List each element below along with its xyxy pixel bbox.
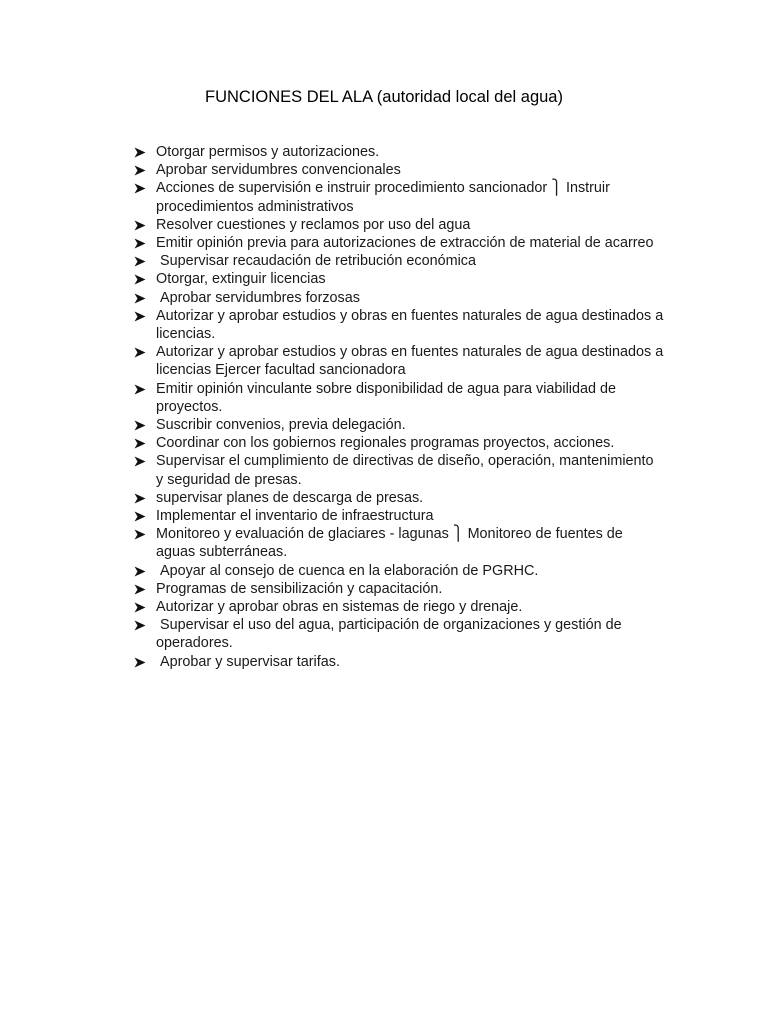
arrowhead-bullet-icon: [134, 657, 146, 668]
list-item-text: Programas de sensibilización y capacitación.: [156, 580, 443, 597]
list-item: [134, 161, 664, 179]
arrowhead-bullet-icon: [134, 147, 146, 158]
document-title: FUNCIONES DEL ALA (autoridad local del agua): [205, 88, 563, 106]
list-item-text: Autorizar y aprobar estudios y obras en fuentes naturales de agua destinados a licencias.: [156, 307, 664, 343]
list-item-text: Autorizar y aprobar estudios y obras en fuentes naturales de agua destinados a licencias Ejercer facultad sancionadora: [156, 344, 664, 379]
list-item: [134, 416, 664, 434]
list-item-text: Otorgar, extinguir licencias: [156, 271, 326, 288]
arrowhead-bullet-icon: [134, 456, 146, 467]
list-item: [134, 179, 664, 215]
list-item-text: Aprobar servidumbres forzosas: [156, 289, 360, 306]
arrowhead-bullet-icon: [134, 220, 146, 231]
list-item-text: Emitir opinión previa para autorizaciones de extracción de material de acarreo: [156, 235, 654, 252]
arrowhead-bullet-icon: [134, 293, 146, 304]
list-item-text: Apoyar al consejo de cuenca en la elaboración de PGRHC.: [156, 562, 539, 579]
arrowhead-bullet-icon: [134, 256, 146, 267]
list-item-text: Autorizar y aprobar obras en sistemas de riego y drenaje.: [156, 599, 523, 616]
list-item-text: supervisar planes de descarga de presas.: [156, 489, 424, 506]
arrowhead-bullet-icon: [134, 311, 146, 322]
list-item: [134, 507, 664, 525]
arrowhead-bullet-icon: [134, 529, 146, 540]
list-item-text: Aprobar y supervisar tarifas.: [156, 653, 340, 670]
arrowhead-bullet-icon: [134, 584, 146, 595]
arrowhead-bullet-icon: [134, 420, 146, 431]
list-item-text: Otorgar permisos y autorizaciones.: [156, 144, 380, 160]
list-item: [134, 525, 664, 561]
arrowhead-bullet-icon: [134, 183, 146, 194]
list-item-text: Supervisar recaudación de retribución económica: [156, 253, 476, 270]
arrowhead-bullet-icon: [134, 347, 146, 358]
list-item-text: Supervisar el uso del agua, participación de organizaciones y gestión de operadores.: [156, 617, 622, 652]
list-item: [134, 489, 664, 507]
list-item: [134, 434, 664, 452]
arrowhead-bullet-icon: [134, 511, 146, 522]
list-item: [134, 580, 664, 598]
list-item-text: Acciones de supervisión e instruir procedimiento sancionador ⎫ Instruir procedimientos administrativos: [156, 180, 610, 215]
list-item: [134, 289, 664, 307]
list-item-text: Emitir opinión vinculante sobre disponibilidad de agua para viabilidad de proyectos.: [156, 380, 617, 415]
list-item: [134, 307, 664, 343]
functions-list: [134, 143, 664, 671]
list-item: [134, 270, 664, 288]
list-item: [134, 343, 664, 379]
list-item: [134, 234, 664, 252]
list-item-text: Monitoreo y evaluación de glaciares - lagunas ⎫ Monitoreo de fuentes de aguas subterráneas.: [156, 526, 623, 561]
arrowhead-bullet-icon: [134, 384, 146, 395]
list-item: [134, 252, 664, 270]
arrowhead-bullet-icon: [134, 274, 146, 285]
arrowhead-bullet-icon: [134, 620, 146, 631]
arrowhead-bullet-icon: [134, 566, 146, 577]
list-item: [134, 143, 664, 161]
arrowhead-bullet-icon: [134, 165, 146, 176]
list-item-text: Implementar el inventario de infraestructura: [156, 508, 434, 525]
list-item-text: Suscribir convenios, previa delegación.: [156, 417, 406, 434]
list-item: [134, 216, 664, 234]
list-item: [134, 562, 664, 580]
list-item: [134, 598, 664, 616]
list-item: [134, 380, 664, 416]
list-item-text: Coordinar con los gobiernos regionales programas proyectos, acciones.: [156, 435, 615, 452]
list-item-text: Supervisar el cumplimiento de directivas de diseño, operación, mantenimiento y seguridad de presas.: [156, 453, 654, 488]
list-item: [134, 653, 664, 671]
list-item-text: Resolver cuestiones y reclamos por uso del agua: [156, 216, 471, 233]
arrowhead-bullet-icon: [134, 438, 146, 449]
arrowhead-bullet-icon: [134, 493, 146, 504]
list-item: [134, 616, 664, 652]
list-item-text: Aprobar servidumbres convencionales: [156, 162, 401, 179]
list-item: [134, 452, 664, 488]
arrowhead-bullet-icon: [134, 238, 146, 249]
arrowhead-bullet-icon: [134, 602, 146, 613]
